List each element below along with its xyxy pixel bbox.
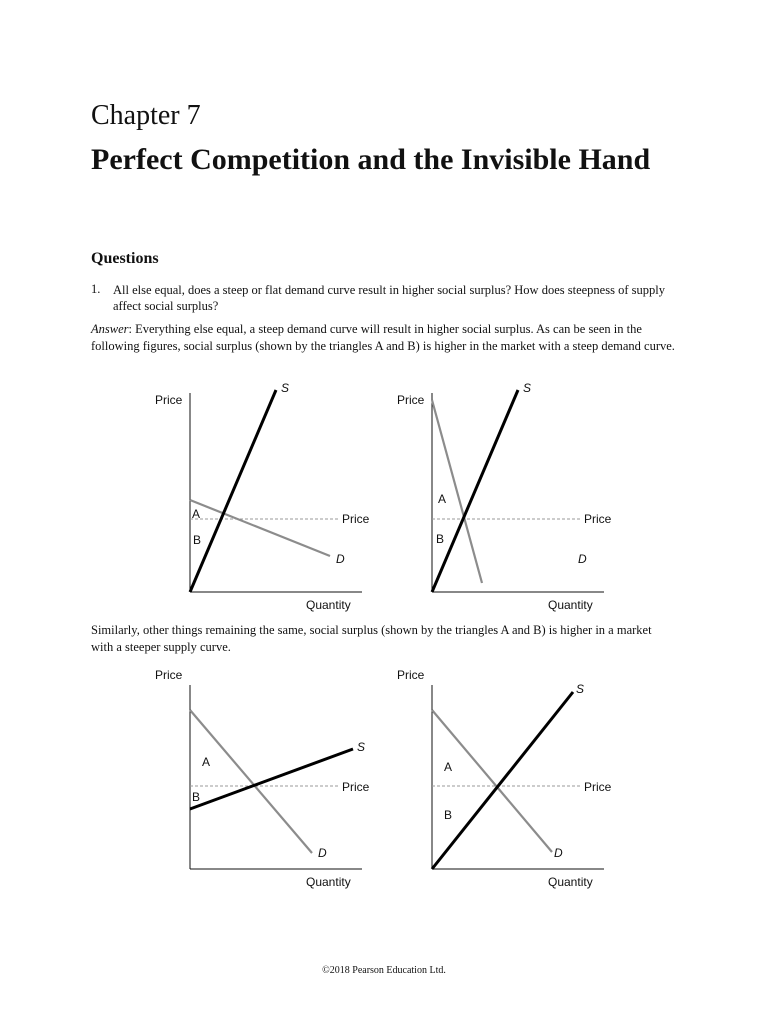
area-a-label: A — [192, 507, 201, 521]
price-axis-label: Price — [155, 393, 183, 407]
supply-curve — [432, 390, 518, 592]
demand-curve — [190, 500, 330, 556]
area-a-label: A — [202, 755, 211, 769]
answer-label: Answer — [91, 322, 129, 336]
page-footer: ©2018 Pearson Education Ltd. — [322, 965, 446, 976]
supply-label: S — [576, 682, 585, 696]
price-axis-label: Price — [397, 393, 425, 407]
answer-text: : Everything else equal, a steep demand curve will result in higher social surplus. As can be seen in the following figures, social surplus (shown by the triangles A and B) is higher in the market with a steep demand curve. — [91, 322, 675, 353]
similarly-paragraph: Similarly, other things remaining the same, social surplus (shown by the triangles A and B) is higher in a market with a steeper supply curve. — [91, 623, 652, 654]
area-b-label: B — [193, 533, 202, 547]
questions-heading: Questions — [91, 250, 159, 267]
figure-steep-supply — [392, 655, 622, 895]
demand-label: D — [554, 846, 563, 860]
figure-steep-demand — [392, 378, 622, 618]
price-line-label: Price — [342, 512, 370, 526]
supply-label: S — [523, 381, 532, 395]
supply-label: S — [281, 381, 290, 395]
chapter-label: Chapter 7 — [91, 100, 201, 131]
demand-label: D — [318, 846, 327, 860]
demand-label: D — [336, 552, 345, 566]
quantity-axis-label: Quantity — [548, 875, 593, 889]
area-a-label: A — [444, 760, 453, 774]
supply-curve — [190, 390, 276, 592]
supply-curve — [432, 692, 573, 869]
area-b-label: B — [436, 532, 445, 546]
figure-flat-supply — [150, 655, 380, 895]
question-text: All else equal, does a steep or flat demand curve result in higher social surplus? How does steepness of supply affect social surplus? — [113, 283, 665, 313]
supply-curve — [190, 749, 353, 809]
price-axis-label: Price — [397, 668, 425, 682]
price-line-label: Price — [342, 780, 370, 794]
question-number: 1. — [91, 282, 101, 296]
demand-curve — [190, 710, 312, 853]
demand-label: D — [578, 552, 587, 566]
quantity-axis-label: Quantity — [306, 598, 351, 612]
supply-label: S — [357, 740, 366, 754]
quantity-axis-label: Quantity — [548, 598, 593, 612]
price-axis-label: Price — [155, 668, 183, 682]
area-b-label: B — [444, 808, 453, 822]
figure-flat-demand — [150, 378, 380, 618]
area-b-label: B — [192, 790, 201, 804]
area-a-label: A — [438, 492, 447, 506]
answer-paragraph — [91, 321, 676, 355]
quantity-axis-label: Quantity — [306, 875, 351, 889]
price-line-label: Price — [584, 780, 612, 794]
demand-curve — [432, 710, 552, 852]
price-line-label: Price — [584, 512, 612, 526]
chapter-title: Perfect Competition and the Invisible Hand — [91, 143, 651, 176]
